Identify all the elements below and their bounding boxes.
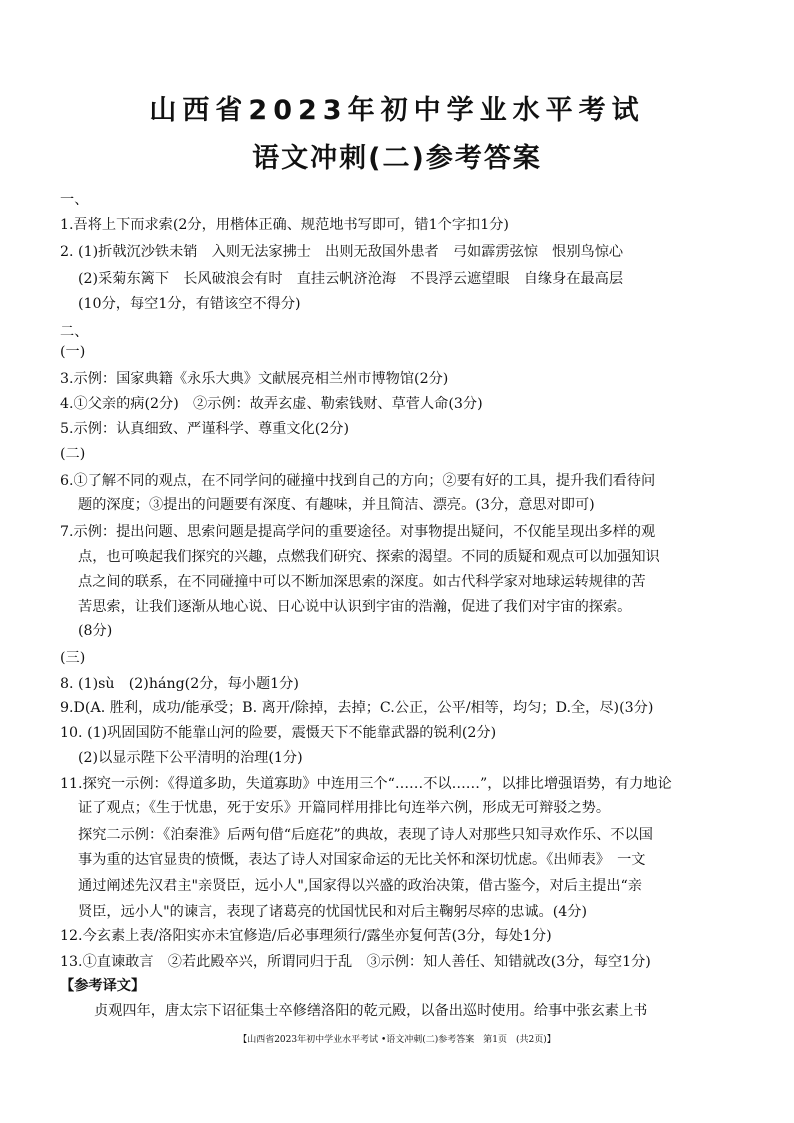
page-footer: 【山西省2023年初中学业水平考试 •语文冲刺(二)参考答案 第1页 (共2页)】: [238, 1035, 556, 1045]
answer-q6-line2: 题的深度；③提出的问题要有深度、有趣味，并且简洁、漂亮。(3分，意思对即可): [78, 497, 595, 513]
part-label-3: (三): [60, 650, 86, 666]
answer-q7-line5: (8分): [78, 623, 113, 639]
answer-q7-line2: 点，也可唤起我们探究的兴趣，点燃我们研究、探索的渴望。不同的质疑和观点可以加强知识: [78, 549, 660, 565]
answer-q8: 8. (1)sù (2)háng(2分，每小题1分): [60, 676, 299, 692]
answer-q11-line1: 11.探究一示例：《得道多助，失道寡助》中连用三个“……不以……”，以排比增强语势，有力地论: [60, 776, 672, 792]
answer-q10-line2: (2)以显示陛下公平清明的治理(1分): [78, 750, 303, 766]
answer-q11-line4: 事为重的达官显贵的愤慨，表达了诗人对国家命运的无比关怀和深切忧虑。《出师表》 一文: [78, 852, 646, 868]
answer-q10-line1: 10. (1)巩固国防不能靠山河的险要，震慑天下不能靠武器的锐利(2分): [60, 725, 497, 741]
answer-q11-line2: 证了观点；《生于忧患，死于安乐》开篇同样用排比句连举六例，形成无可辩驳之势。: [78, 800, 611, 816]
translation-heading: 【参考译文】: [60, 978, 146, 994]
answer-q13: 13.①直谏敢言 ②若此殿卒兴，所谓同归于乱 ③示例：知人善任、知错就改(3分，每空1分): [60, 954, 651, 970]
answer-q11-line5: 通过阐述先汉君主"亲贤臣，远小人",国家得以兴盛的政治决策，借古鉴今，对后主提出“亲: [78, 878, 642, 894]
answer-q7-line4: 苦思索，让我们逐渐从地心说、日心说中认识到宇宙的浩瀚，促进了我们对宇宙的探索。: [78, 599, 632, 615]
answer-q7-line3: 点之间的联系，在不同碰撞中可以不断加深思索的深度。如古代科学家对地球运转规律的苦: [78, 574, 646, 590]
answer-q11-line3: 探究二示例：《泊秦淮》后两句借“后庭花”的典故，表现了诗人对那些只知寻欢作乐、不以国: [78, 827, 653, 843]
answer-q5: 5.示例：认真细致、严谨科学、尊重文化(2分): [60, 421, 350, 437]
answer-q4: 4.①父亲的病(2分) ②示例：故弄玄虚、勒索钱财、草菅人命(3分): [60, 396, 483, 412]
answer-q9: 9.D(A. 胜利，成功/能承受；B. 离开/除掉，去掉；C.公正，公平/相等，均匀；D.全，尽)(3分): [60, 700, 654, 716]
section-label-1: 一、: [60, 192, 89, 208]
part-label-2: (二): [60, 446, 86, 462]
answer-q1: 1.吾将上下而求索(2分，用楷体正确、规范地书写即可，错1个字扣1分): [60, 217, 509, 233]
answer-q12: 12.今玄素上表/洛阳实亦未宜修造/后必事理须行/露坐亦复何苦(3分，每处1分): [60, 928, 552, 944]
section-label-2: 二、: [60, 324, 89, 340]
part-label-1: (一): [60, 344, 86, 360]
answer-q2-line3: (10分，每空1分，有错该空不得分): [78, 296, 301, 312]
answer-q11-line6: 贤臣，远小人"的谏言，表现了诸葛亮的忧国忧民和对后主鞠躬尽瘁的忠诚。(4分): [78, 904, 587, 920]
page-title: 山西省2023年初中学业水平考试: [149, 95, 645, 126]
answer-q2-line2: (2)采菊东篱下 长风破浪会有时 直挂云帆济沧海 不畏浮云遮望眼 自缘身在最高层: [78, 271, 624, 287]
answer-q2-line1: 2. (1)折戟沉沙铁未销 入则无法家拂士 出则无敌国外患者 弓如霹雳弦惊 恨别鸟惊心: [60, 244, 624, 260]
answer-q6-line1: 6.①了解不同的观点，在不同学问的碰撞中找到自己的方向；②要有好的工具，提升我们看待问: [60, 473, 656, 489]
translation-text: 贞观四年，唐太宗下诏征集士卒修缮洛阳的乾元殿，以备出巡时使用。给事中张玄素上书: [94, 1003, 648, 1019]
answer-q7-line1: 7.示例：提出问题、思索问题是提高学问的重要途径。对事物提出疑问，不仅能呈现出多样的观: [60, 524, 656, 540]
answer-q3: 3.示例：国家典籍《永乐大典》文献展亮相兰州市博物馆(2分): [60, 371, 449, 387]
page-subtitle: 语文冲刺(二)参考答案: [252, 143, 542, 174]
